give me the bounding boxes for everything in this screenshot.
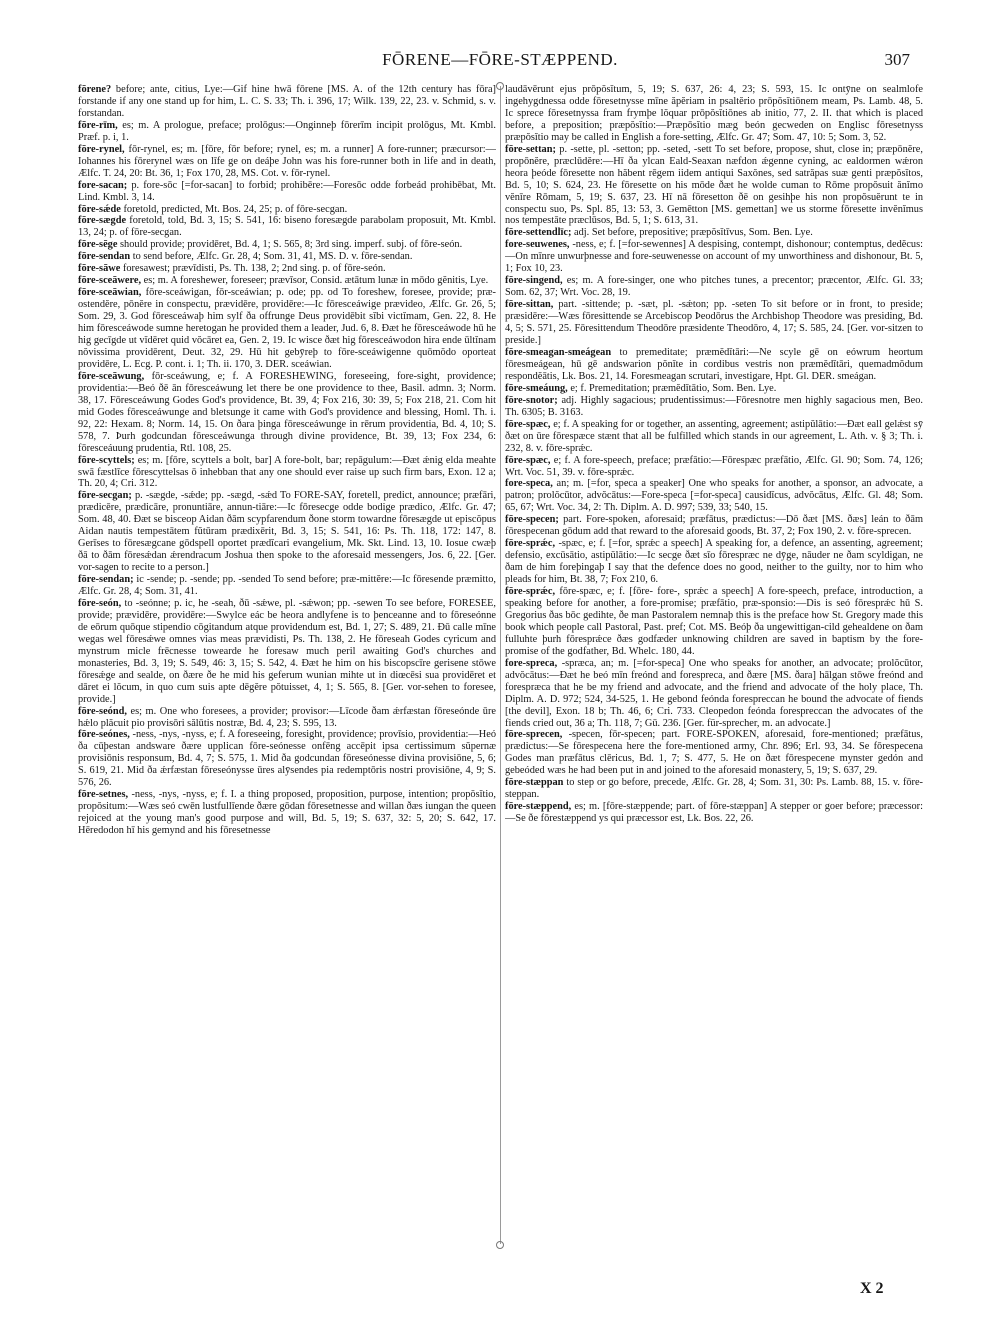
dictionary-entry [505, 658, 923, 730]
dictionary-entry [505, 777, 923, 801]
entry-definition: -spræca, an; m. [=for-speca] One who speaks for another, an advocate; prolŏcūtor, advŏcātus:—Ðæt he beó mīn freónd and forespreca, and ðære [MS. ðara] hālgan stōwe freónd and forespræca that he be my friend and advocate, and the friend and advocate of the holy place, Th. Diplm. A. D. 972; 524, 34-525, 1. He gebond feónda forespreccan he bound the advocate of fiends [the devil], Exon. 18 b; Th. 46, 6; Cri. 733. Cleopedon feónda forespreccan the advocates of the fiends cried out, 36 a; Th. 118, 7; Gū. 236. [Ger. für-sprecher, m. an advocate.] [505, 657, 923, 729]
entry-definition: fōre-spæc, e; f. [fōre- fore-, sprǽc a speech] A fore-speech, preface, introduction, a speaking before for another, a fore-promise; præfātio, præ-sponsio:—Dis is seó fōresprǽc hū S. Gregorius ðas bōc gedihte, ðe man Pastoralem nemnaþ this is the preface how St. Gregory made this book which people call Pastoral, Past. pref; Cot. MS. Beóþ ða ungewittigan-cild gehealdene on ðam fulluhte þurh fōresprǽce ðæs godfæder unknowing children are saved in baptism by the fore-promise of the godfather, Bd. Whelc. 180, 44. [505, 586, 923, 657]
entry-definition: e; f. A fore-speech, preface; præfātio:—Fōrespæc præfātio, Ælfc. Gl. 90; Som. 74, 126; Wrt. Voc. 51, 39. v. fōre-sprǽc. [505, 454, 923, 478]
entry-definition: fōr-sceáwung, e; f. A FORESHEWING, foreseeing, fore-sight, providence; providentia:—Beó ðē ān fōresceáwung let there be one providence to thee, Basil. admn. 3; Norm. 38, 17. Fōresceáwung Godes God's providence, Bt. 39, 4; Fox 216, 30: 39, 5; Fox 218, 21. Com hit mid Godes fōresceáwunge and bletsunge it came with God's providence and blessing, Homl. Th. i. 92, 22: Hexam. 8; Norm. 14, 15. On ðara þinga fōresceáwunge in rērum providentia, Bd. 4, 10; S. 578, 7. Þurh godcundan fōresceáwunga through divine providence, Bt. 39, 13; Fox 234, 6: fōresceáuung prudentia, Rtl. 108, 25. [78, 370, 496, 454]
entry-definition: es; m. One who foresees, a provider; provisor:—Līcode ðam ǽrfæstan fōreseónde ūre hǽlo plăcuit pio provisōri sălūtis nostræ, Bd. 4, 23; S. 595, 13. [78, 705, 496, 729]
dictionary-entry [78, 706, 496, 730]
entry-definition: adj. Highly sagacious; prudentissimus:—Fōresnotre men highly sagacious men, Beo. Th. 6305; B. 3163. [505, 394, 923, 418]
page-header [80, 50, 920, 78]
entry-headword: fōre-seónes, [78, 729, 130, 741]
entry-definition: adj. Set before, prepositive; præpŏsĭtīvus, Som. Ben. Lye. [571, 227, 813, 239]
entry-headword: fōre-sprecen, [505, 729, 563, 741]
dictionary-entry [505, 586, 923, 658]
entry-headword: fōre-sceāwian, [78, 287, 142, 299]
dictionary-entry [505, 455, 923, 479]
dictionary-entry [505, 729, 923, 777]
entry-headword: fōre-sceāwere, [78, 275, 142, 287]
dictionary-entry [78, 84, 496, 120]
entry-definition: -spæc, e; f. [=for, sprǽc a speech] A speaking for, a defence, an assenting, agreement; defensio, excūsātio, astipŭlātio:—Ic secge ðæt sīo fōrespræc ne dȳge, nāuder ne ðam scyldigan, ne ðam de him foreþingaþ I say that the defence does no good, neither to the guilty, nor to him who pleads for him, Bt. 38, 7; Fox 210, 6. [505, 538, 923, 586]
dictionary-entry [78, 144, 496, 180]
dictionary-entry [78, 455, 496, 491]
dictionary-entry [505, 227, 923, 239]
entry-definition: to send before, Ælfc. Gr. 28, 4; Som. 31, 41, MS. D. v. fōre-sendan. [130, 251, 413, 263]
entry-headword: fōre-seón, [78, 597, 122, 609]
entry-headword: fōre-sceāwung, [78, 370, 145, 382]
dictionary-entry [78, 180, 496, 204]
dictionary-entry [78, 371, 496, 455]
entry-headword: fōre-snotor; [505, 394, 558, 406]
divider-top-ornament-icon [495, 81, 505, 91]
entry-headword: fōre-rīm, [78, 119, 118, 131]
entry-headword: fōre-smeagan-smeágean [505, 346, 612, 358]
entry-headword: fōrene? [78, 84, 112, 95]
entry-headword: fōre-rynel, [78, 143, 125, 155]
page-number: 307 [884, 50, 910, 69]
entry-definition: should provide; providēret, Bd. 4, 1; S. 565, 8; 3rd sing. imperf. subj. of fōre-seón. [117, 239, 463, 251]
right-column [505, 84, 923, 1274]
entry-definition: es; m. [fōre, scyttels a bolt, bar] A fore-bolt, bar; repāgulum:—Ðæt ǽnig elda meahte swā fæstlīce fōrescyttelsas ō inhebban that any one should ever raise up such firm bars, Exon. 12 a; Th. 20, 4; Cri. 312. [78, 454, 496, 490]
dictionary-entry [78, 287, 496, 371]
dictionary-entry [505, 419, 923, 455]
entry-headword: fōre-sægde [78, 215, 127, 227]
dictionary-entry [78, 729, 496, 789]
entry-definition: p. fore-sōc [=for-sacan] to forbid; prohibēre:—Foresōc odde forbeád prohibēbat, Mt. Lind. Kmbl. 3, 14. [78, 179, 496, 203]
entry-definition: -specen, fōr-specen; part. FORE-SPOKEN, aforesaid, fore-mentioned; præfātus, prædictus:—Se fōrespecena here the fore-mentioned army, Chr. 896; Erl. 93, 34. Se fōrespecena Godes man præfātus clēricus, Bd. 1, 7; S. 477, 5. He on ðæt fōrespecene mynster gedón and gebeóded wæs he had been put in and joined to the aforesaid monastery, 5, 19; S. 637, 29. [505, 729, 923, 777]
entry-definition: foresawest; prævīdisti, Ps. Th. 138, 2; 2nd sing. p. of fōre-seón. [120, 263, 386, 275]
entry-definition: part. Fore-spoken, aforesaid; præfātus, prædictus:—Dō ðæt [MS. ðæs] leán to ðām fōrespecenan gōdum add that reward to the aforesaid goods, Bt. 37, 2; Fox 190, 2. v. fōre-sprecen. [505, 514, 923, 538]
entry-definition: e; f. A speaking for or together, an assenting, agreement; astipŭlātio:—Ðæt eall gelǽst sȳ ðæt on ūre fōrespæce stænt that all be fulfilled which stands in our agreement, L. Ath. v. § 3; Th. i. 232, 8. v. fōre-sprǽc. [505, 418, 923, 454]
entry-headword: fōre-spæc, [505, 418, 551, 430]
entry-definition: p. -sægde, -sǽde; pp. -sægd, -sǽd To FORE-SAY, foretell, predict, announce; præfāri, prædicēre, prædicāre, pronuntiāre, annun-tiāre:—Ic fōresecge odde bodige prædico, Ælfc. Gr. 47; Som. 48, 40. Ðæt se bisceop Aidan ðām scypfarendum ðone storm towardne fōresægde ut episcŏpus Aidan nautis tempestātem fŭtūram prædixērit, Bd. 3, 15; S. 541, 16: Ps. Th. 118, 172: 147, 8. Gerīses to fōresægcane gōdspell oportet prædĭcari evangelium, Mk. Skt. Lind. 13, 10. Iosue cwæþ ðā to ðām fōresǽdan ǽrendracum Joshua then spoke to the aforesaid messengers, Jos. 6, 22. [Ger. vor-sagen to recite to a person.] [78, 490, 496, 574]
entry-definition: -ness, -nys, -nyss, e; f. I. a thing proposed, proposition, purpose, intention; propŏsĭtio, propŏsitum:—Wæs seó cwēn lustfullīende ðære gōdan fōresetnesse and willan ðæs iungan the queen rejoiced at the young man's good purpose and will, Bd. 5, 19; S. 637, 32: 5, 20; S. 642, 17. Hēredodon hī his gemynd and his fōresetnesse [78, 789, 496, 837]
dictionary-entry [78, 215, 496, 239]
left-column [78, 84, 496, 1274]
entry-definition: fōre-sceáwigan, fōr-sceáwian; p. ode; pp. od To foreshew, foresee, provide; præ-ostendĕre, pōnĕre in conspectu, prævidēre, providēre:—Ic fōresceáwige prævideo, Ælfc. Gr. 26, 5; Som. 29, 3. God fōresceáwaþ him sylf ða offrunge Deus providēbit sĭbi victĭmam, Gen. 22, 8. He him fōresceáwode sumne heretogan he provided them a leader, Jud. 6, 8. Ðæt he fōresceáwode hū he hig gecīgde ut vĭdēret quid vŏcāret ea, Gen. 2, 19. Ic wisce ðæt hig fōresceáwodon hira ende ūltĭnam nŏvissima providērent, Deut. 32, 29. Hū hit gebȳreþ to fōre-sceáwigenne quōmŏdo oporteat providēre, L. Ecg. P. cont. i. 1; Th. ii. 170, 3. DER. sceáwian. [78, 287, 496, 370]
entry-headword: fōre-specen; [505, 514, 559, 526]
entry-headword: fōre-settan; [505, 143, 556, 155]
entry-definition: to -seónne; p. ic, he -seah, ðū -sǽwe, pl. -sǽwon; pp. -sewen To see before, FORESEE, provide; prævidēre, providēre:—Swylce eác be heora andlyfene is to þenceanne and to fōreseónne de eōrum quōque stipendio cōgitandum atque providendum est, Bd. 1, 27; S. 489, 21. Ðū calle mīne wegas wel fōresǽwe omnes vias meas prævidisti, Ps. Th. 138, 2. He fōreseah Godes cyricum and mynstrum micle frēcnesse towearde he foresaw much peril awaiting God's churches and monasteries, Bd. 3, 19; S. 549, 46: 3, 15; S. 542, 4. Ðæt he him on his biscopscīre gerisene stōwe fōresǽge and sealde, on ðære ðe he mid his geferum wunian mihte ut in diœcēsi sua providēret et dāret ei lŏcum, in quo cum suis apte dēgĕre pŏtuisset, 4, 1; S. 565, 8. [Ger. vor-sehen to foresee, provide.] [78, 597, 496, 705]
dictionary-entry [505, 275, 923, 299]
entry-headword: fore-sacan; [78, 179, 128, 191]
dictionary-entry [505, 395, 923, 419]
divider-bottom-ornament-icon [495, 1240, 505, 1250]
dictionary-entry [78, 789, 496, 837]
entry-definition: p. -sette, pl. -setton; pp. -seted, -sett To set before, propose, shut, close in; præpōnĕre, propōnĕre, præclūdĕre:—Hī ða ylcan Eald-Seaxan næfdon ǽgenne cyning, ac ealdormen wǽron heora þeóde fōresette non hăbent rēgem iidem antiqui Saxŏnes, sed satrăpas suæ genti præpŏsĭtos, Bd. 5, 10; S. 624, 23. He fōresette on his mōde ðæt he wolde cuman to Rōme propŏsuit ănĭmo vĕnīre Rōmam, 5, 19; S. 637, 23. Hī nā fōresetton ðē on gesihþe his non propŏsuĕrunt te in conspectu suo, Ps. Spl. 85, 13: 53, 3. Gemētton [MS. gemettan] we us storme fōresette invĕnĭmus nos tempestāte præclūsos, Bd. 5, 1; S. 613, 31. [505, 143, 923, 227]
dictionary-entry [505, 144, 923, 228]
entry-definition: es; m. [fōre-stæppende; part. of fōre-stæppan] A stepper or goer before; præcessor:—Se ðe fōrestæppend ys qui præcessor est, Lk. Bos. 22, 26. [505, 801, 923, 825]
entry-headword: fōre-sāwe [78, 263, 121, 275]
dictionary-entry [505, 478, 923, 514]
entry-headword: fōre-settendlīc; [505, 227, 572, 239]
entry-headword: fōre-setnes, [78, 789, 129, 801]
entry-definition: to step or go before, precede, Ælfc. Gr. 28, 4; Som. 31, 30: Ps. Lamb. 88, 15. v. fōre-steppan. [505, 777, 923, 801]
dictionary-entry [505, 538, 923, 586]
entry-headword: fōre-stæppend, [505, 801, 572, 813]
column-divider [500, 86, 501, 1244]
entry-definition: an; m. [=for, speca a speaker] One who speaks for another, a sponsor, an advocate, a patron; prolŏcūtor, advŏcātus:—Fore-speca [=for-speca] causidĭcus, advŏcātus, Ælfc. Gl. 48; Som. 65, 67; Wrt. Voc. 34, 2: Th. Diplm. A. D. 997; 539, 33; 540, 15. [505, 478, 923, 514]
entry-headword: fore-seuwenes, [505, 239, 570, 251]
entry-definition: e; f. Premeditation; præmĕdĭtātio, Som. Ben. Lye. [567, 382, 777, 394]
dictionary-entry [78, 490, 496, 574]
entry-headword: fōre-smeáung, [505, 382, 568, 394]
entry-definition: es; m. A foreshewer, foreseer; prævīsor, Consid. ætātum lunæ in mōdo gĕnitis, Lye. [141, 275, 489, 287]
entry-definition: es; m. A fore-singer, one who pitches tunes, a precentor; præcentor, Ælfc. Gl. 33; Som. 62, 37; Wrt. Voc. 28, 19. [505, 275, 923, 299]
entry-headword: fōre-sǽde [78, 203, 121, 215]
entry-definition: to premeditate; præmĕdĭtāri:—Ne scyle gē on eówrum heortum fōresmeágean, hū gē andswarion pŏnĭte in cordibus vestris non præmĕdĭtāri, quemadmŏdum respondĕātis, Lk. Bos. 21, 14. Foresmeagan scrutari, investigare, Hpt. Gl. DER. smeágan. [505, 346, 923, 382]
dictionary-entry [78, 204, 496, 216]
entry-headword: fōre-scyttels; [78, 454, 135, 466]
dictionary-entry [505, 299, 923, 347]
entry-definition: fōr-rynel, es; m. [fōre, fōr before; rynel, es; m. a runner] A fore-runner; præcursor:—Iohannes his fōrerynel wæs on līfe ge on deáþe John was his fore-runner both in life and in death, Ælfc. T. 24, 20: Bt. 36, 1; Fox 170, 28, MS. Cot. v. fōr-rynel. [78, 143, 496, 179]
entry-headword: fōre-sēge [78, 239, 118, 251]
entry-definition: -ness, -nys, -nyss, e; f. A foreseeing, foresight, providence; provīsio, providentia:—Heó ða cūþestan andsware ðære upplican fōre-seónesse onfēng accēpit ipsa certissimum sŭpernæ provisiōnis responsum, Bd. 4, 7; S. 575, 1. Mid ða godcundan fōreseónesse divina provisiōne, 5, 6; S. 619, 21. Mid ða ǽrfæstan fōreseónysse ūres alȳsendes pia redemptōris nostri provisiōne, 4, 9; S. 576, 26. [78, 729, 496, 789]
entry-definition: -ness, e; f. [=for-sewennes] A despising, contempt, dishonour; contemptus, dedĕcus:—On mīnre unwurþnesse and fore-seuwenesse on account of my unworthiness and dishonour, Bt. 5, 1; Fox 10, 23. [505, 239, 923, 275]
entry-definition: foretold, told, Bd. 3, 15; S. 541, 16: biseno foresægde parabolam proposuit, Mt. Kmbl. 13, 24; p. of fōre-secgan. [78, 215, 496, 239]
entry-headword: fōre-secgan; [78, 490, 132, 502]
entry-headword: fōre-seónd, [78, 705, 127, 717]
entry-headword: fōre-sprǽc, [505, 586, 556, 598]
entry-headword: fōre-sendan; [78, 574, 134, 586]
entry-headword: fōre-stæppan [505, 777, 564, 789]
entry-definition: part. -sittende; p. -sæt, pl. -sǽton; pp. -seten To sit before or in front, to preside; præsidēre:—Wæs fōresittende se Arcebiscop Þeodōrus the Archbishop Theodore was presiding, Bd. 4, 5; S. 571, 25. Fōresittendum Theodōre præsidente Theodōro, 4, 17; S. 585, 24. [Ger. vor-sitzen to preside.] [505, 299, 923, 347]
entry-headword: fōre-sendan [78, 251, 131, 263]
dictionary-entry [78, 574, 496, 598]
entry-definition: ic -sende; p. -sende; pp. -sended To send before; præ-mittĕre:—Ic fōresende præmitto, Ælfc. Gr. 28, 4; Som. 31, 41. [78, 574, 496, 598]
entry-definition: laudāvērunt ejus prōpŏsĭtum, 5, 19; S. 637, 26: 4, 23; S. 593, 15. Ic ontȳne on sealmlofe ingehygdnessa odde fōresetnysse mīne ăpĕriam in psaltĕrio prōpŏsĭtiōnem meam, Ps. Lamb. 48, 5. Ic sprece fōresetnyssa fram frymþe lŏquar prōpŏsĭtiōnes ab initio, 77, 2. II. that which is placed before, a preposition; præpŏsĭtio:—Præpōsĭtio mæg beón gecweden on Englisc fōresetnyss præpŏsĭtio may be called in English a fore-setting, Ælfc. Gr. 47; Som. 47, 10: 5; Som. 3, 52. [505, 84, 923, 143]
entry-headword: fore-speca, [505, 478, 553, 490]
entry-definition: before; ante, citius, Lye:—Gif hine hwā fōrene [MS. A. of the 12th century has fōra] forstande if any one stand up for him, L. C. S. 33; Th. i. 396, 17; Wilk. 139, 22, 23. v. Schmid, s. v. forstandan. [78, 84, 496, 119]
dictionary-entry [505, 239, 923, 275]
entry-definition: es; m. A prologue, preface; prolōgus:—Onginneþ fōrerīm incipit prolōgus, Mt. Kmbl. Præf. p. i, 1. [78, 119, 496, 143]
entry-headword: fōre-spæc, [505, 454, 551, 466]
dictionary-entry [78, 120, 496, 144]
running-title: FŌRENE—FŌRE-STÆPPEND. [382, 50, 618, 69]
entry-definition: foretold, predicted, Mt. Bos. 24, 25; p. of fōre-secgan. [120, 203, 348, 215]
signature-mark: X 2 [860, 1280, 884, 1297]
entry-headword: fōre-singend, [505, 275, 563, 287]
dictionary-entry [505, 801, 923, 825]
entry-headword: fōre-sprǽc, [505, 538, 556, 550]
dictionary-entry [505, 347, 923, 383]
dictionary-entry [78, 263, 496, 275]
entry-headword: fōre-sittan, [505, 299, 554, 311]
dictionary-entry [505, 383, 923, 395]
dictionary-entry [78, 251, 496, 263]
dictionary-entry [505, 84, 923, 144]
dictionary-entry [505, 514, 923, 538]
entry-headword: fore-spreca, [505, 657, 558, 669]
dictionary-entry [78, 275, 496, 287]
dictionary-entry [78, 598, 496, 706]
dictionary-entry [78, 239, 496, 251]
